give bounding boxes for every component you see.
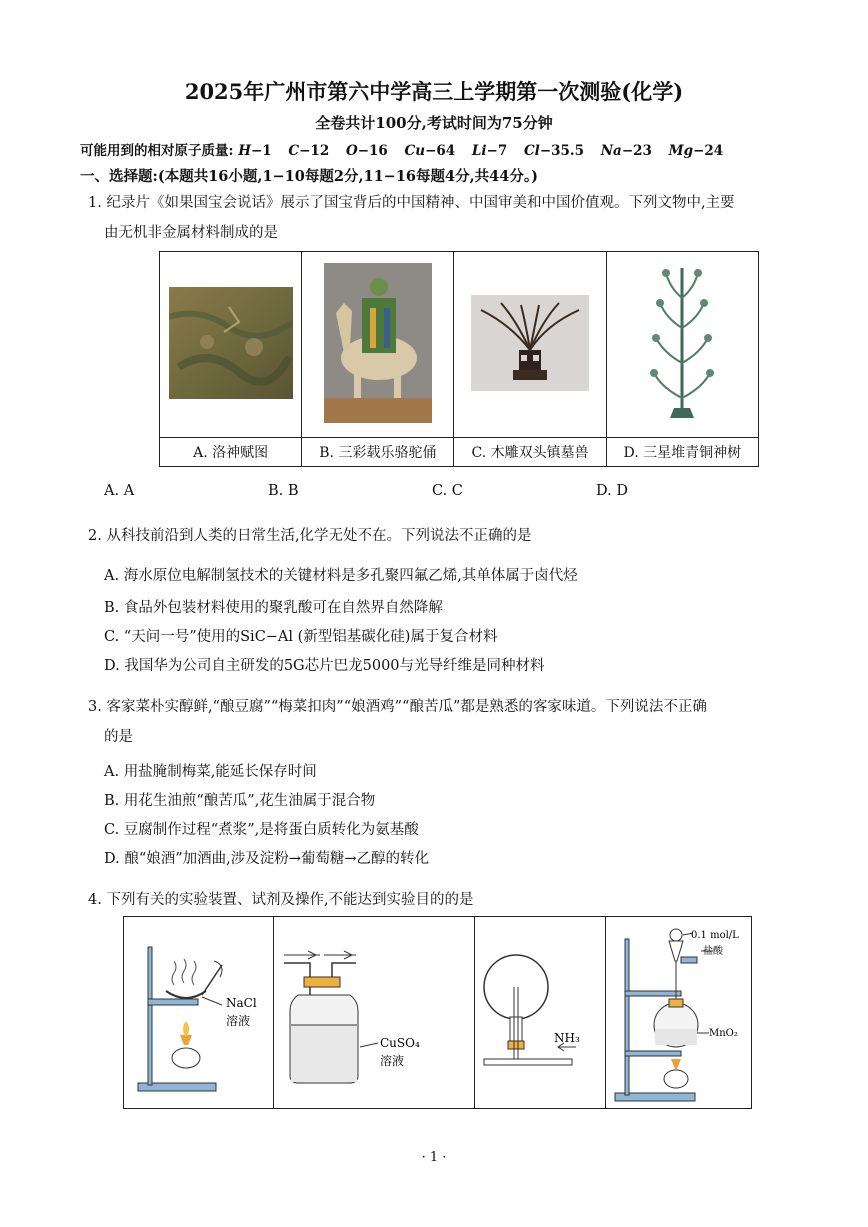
q1-option-b[interactable]: B. B bbox=[268, 483, 299, 499]
apparatus-c-fountain bbox=[480, 947, 600, 1097]
q2-option-c[interactable]: C. “天问一号”使用的SiC−Al (新型铝基碳化硅)属于复合材料 bbox=[104, 629, 498, 645]
q1-option-d[interactable]: D. D bbox=[596, 483, 628, 499]
atom-cl: Cl−35.5 bbox=[523, 143, 585, 159]
atom-cu: Cu−64 bbox=[404, 143, 456, 159]
q1-caption-b: B. 三彩载乐骆驼俑 bbox=[302, 438, 454, 467]
apparatus-a-evaporation bbox=[130, 925, 270, 1101]
apparatus-c-label: NH₃ bbox=[554, 1031, 580, 1045]
apparatus-b-label-2: 溶液 bbox=[380, 1054, 405, 1068]
atomic-masses bbox=[80, 139, 735, 159]
apparatus-d-label-1: 0.1 mol/L bbox=[691, 930, 739, 941]
q3-stem-line1: 3. 客家菜朴实醇鲜,“酿豆腐”“梅菜扣肉”“娘酒鸡”“酿苦瓜”都是熟悉的客家味道。下列说法不正确 bbox=[88, 699, 707, 715]
q2-option-a[interactable]: A. 海水原位电解制氢技术的关键材料是多孔聚四氟乙烯,其单体属于卤代烃 bbox=[104, 568, 578, 584]
q1-artifact-table bbox=[159, 251, 759, 467]
apparatus-a-label-1: NaCl bbox=[226, 996, 257, 1010]
q2-option-b[interactable]: B. 食品外包装材料使用的聚乳酸可在自然界自然降解 bbox=[104, 600, 443, 616]
q1-caption-a: A. 洛神赋图 bbox=[160, 438, 302, 467]
q1-caption-d: D. 三星堆青铜神树 bbox=[606, 438, 758, 467]
q3-option-c[interactable]: C. 豆腐制作过程“煮浆”,是将蛋白质转化为氨基酸 bbox=[104, 822, 419, 838]
sancai-camel-image bbox=[324, 263, 432, 423]
atom-h: H−1 bbox=[238, 143, 272, 159]
apparatus-a-label-2: 溶液 bbox=[226, 1014, 251, 1028]
wooden-tomb-beast-image bbox=[471, 295, 589, 391]
exam-info: 全卷共计100分,考试时间为75分钟 bbox=[315, 114, 553, 132]
q1-option-c[interactable]: C. C bbox=[432, 483, 463, 499]
q1-option-a[interactable]: A. A bbox=[104, 483, 135, 499]
q2-option-d[interactable]: D. 我国华为公司自主研发的5G芯片巴龙5000与光导纤维是同种材料 bbox=[104, 658, 545, 674]
page-number: · 1 · bbox=[421, 1150, 447, 1165]
apparatus-d-chlorine-generator bbox=[611, 921, 747, 1105]
section-heading: 一、选择题:(本题共16小题,1−10每题2分,11−16每题4分,共44分。) bbox=[80, 168, 538, 185]
atom-li: Li−7 bbox=[471, 143, 508, 159]
bronze-tree-image bbox=[642, 258, 722, 428]
q1-stem-line2: 由无机非金属材料制成的是 bbox=[104, 225, 278, 241]
atom-mg: Mg−24 bbox=[668, 143, 724, 159]
atomic-masses-label: 可能用到的相对原子质量: bbox=[80, 143, 234, 159]
atom-na: Na−23 bbox=[600, 143, 652, 159]
q2-stem: 2. 从科技前沿到人类的日常生活,化学无处不在。下列说法不正确的是 bbox=[88, 528, 532, 544]
q3-option-d[interactable]: D. 酿“娘酒”加酒曲,涉及淀粉→葡萄糖→乙醇的转化 bbox=[104, 851, 430, 867]
apparatus-b-label-1: CuSO₄ bbox=[380, 1036, 420, 1050]
q1-image-b bbox=[302, 252, 454, 438]
q1-stem-line1: 1. 纪录片《如果国宝会说话》展示了国宝背后的中国精神、中国审美和中国价值观。下列文物中,主要 bbox=[88, 195, 735, 211]
q3-stem-line2: 的是 bbox=[104, 729, 133, 745]
q4-apparatus-table bbox=[123, 916, 752, 1109]
luoshen-painting-image bbox=[169, 287, 293, 399]
apparatus-b-wash-bottle bbox=[280, 947, 470, 1097]
q3-option-b[interactable]: B. 用花生油煎“酿苦瓜”,花生油属于混合物 bbox=[104, 793, 376, 809]
q1-image-c bbox=[454, 252, 606, 438]
q3-option-a[interactable]: A. 用盐腌制梅菜,能延长保存时间 bbox=[104, 764, 317, 780]
q1-image-d bbox=[606, 252, 758, 438]
q1-image-a bbox=[160, 252, 302, 438]
page-title: 2025年广州市第六中学高三上学期第一次测验(化学) bbox=[184, 79, 684, 104]
atom-o: O−16 bbox=[345, 143, 388, 159]
atom-c: C−12 bbox=[288, 143, 330, 159]
apparatus-d-label-3: MnO₂ bbox=[709, 1028, 738, 1039]
apparatus-d-label-2: 盐酸 bbox=[703, 946, 723, 957]
q4-stem: 4. 下列有关的实验装置、试剂及操作,不能达到实验目的的是 bbox=[88, 892, 474, 908]
q1-caption-c: C. 木雕双头镇墓兽 bbox=[454, 438, 606, 467]
